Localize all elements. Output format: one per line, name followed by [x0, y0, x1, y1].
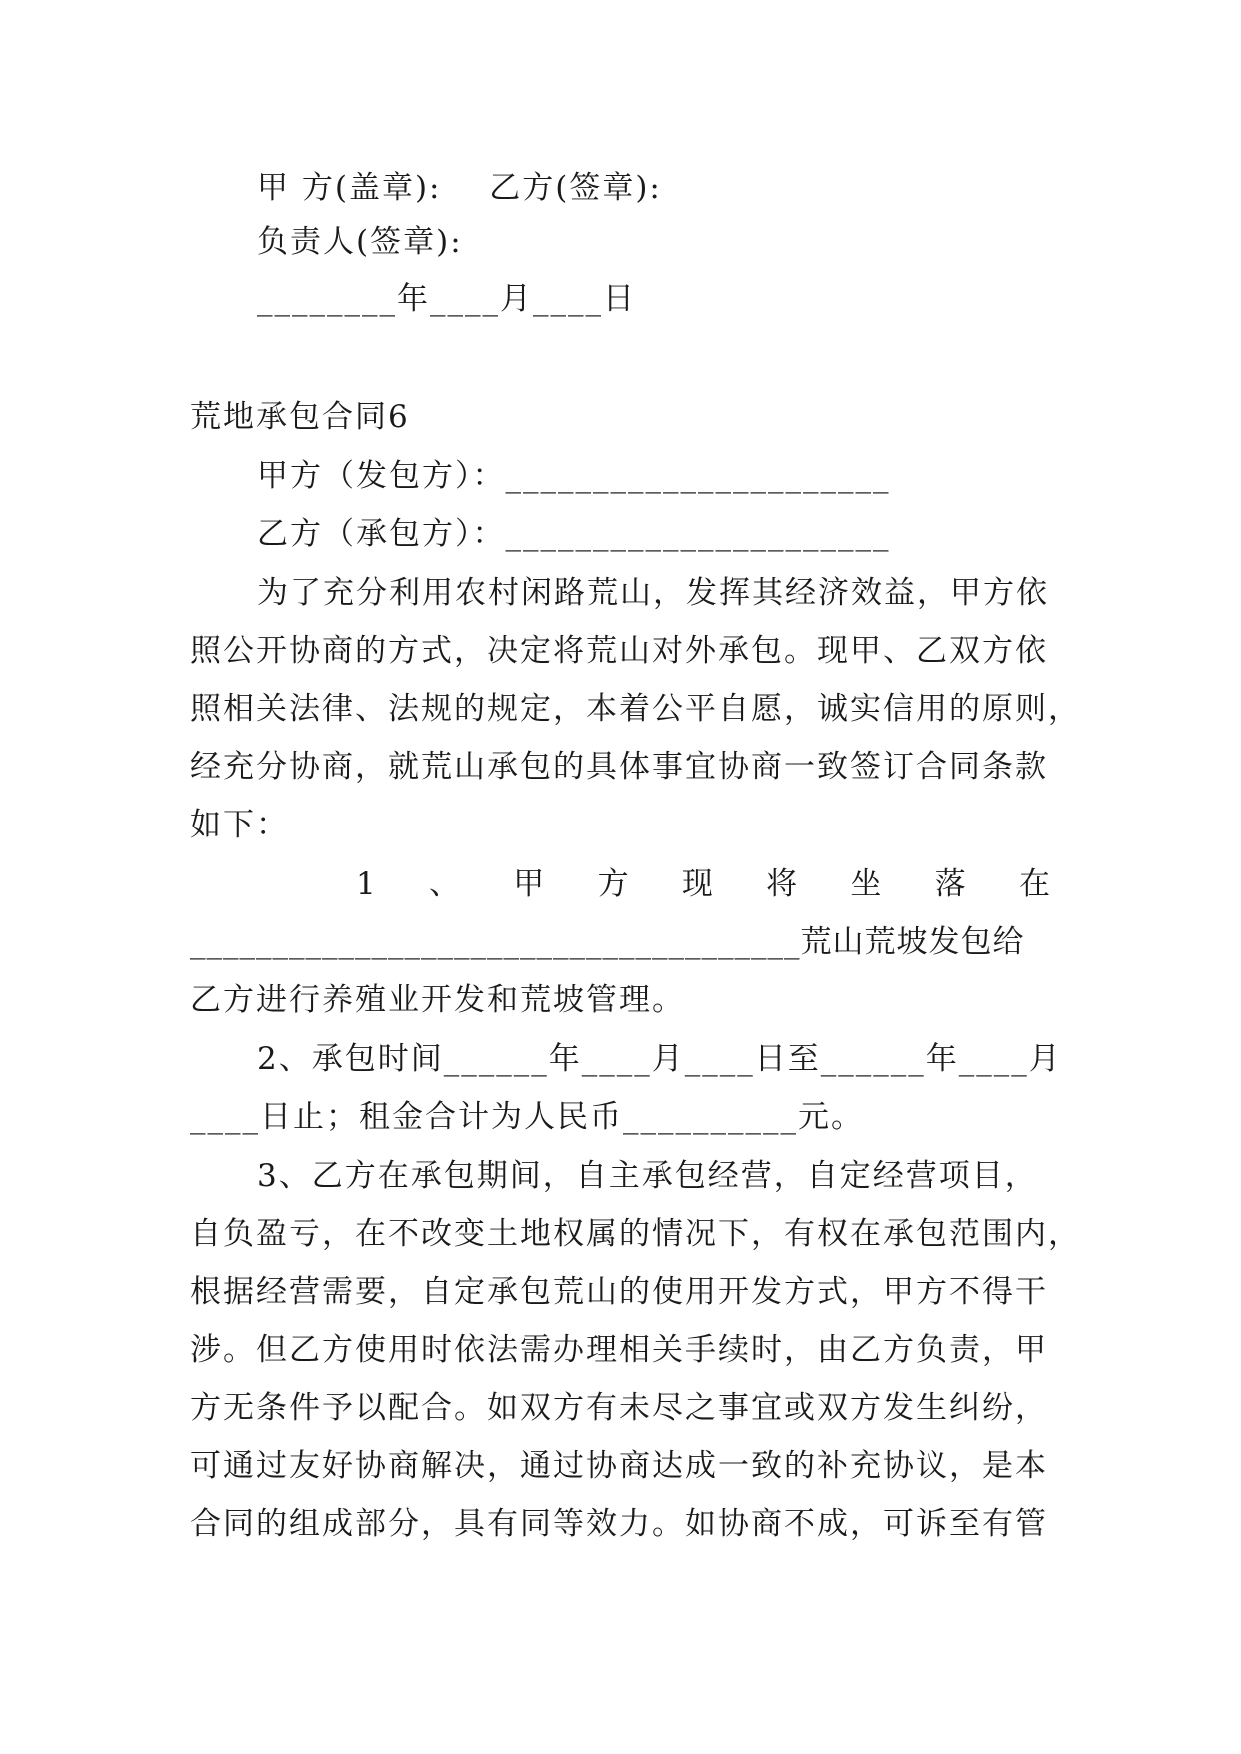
clause-3-line: 根据经营需要，自定承包荒山的使用开发方式，甲方不得干 [190, 1274, 1048, 1310]
party-b-line: 乙方（承包方）：______________________ [257, 516, 891, 552]
party-a-seal: 甲 方(盖章): [257, 170, 442, 206]
signature-line [257, 168, 1052, 208]
clause-char: 在 [1018, 866, 1052, 902]
clause-char: 坐 [850, 866, 884, 902]
clause-2-line-2: ____日止；租金合计为人民币__________元。 [190, 1099, 864, 1135]
clause-char: 现 [681, 866, 715, 902]
clause-3-line: 可通过友好协商解决，通过协商达成一致的补充协议，是本 [190, 1448, 1048, 1484]
clause-3-line: 3、乙方在承包期间，自主承包经营，自定经营项目， [257, 1158, 1038, 1194]
clause-char: 落 [934, 866, 968, 902]
clause-3-line: 合同的组成部分，具有同等效力。如协商不成，可诉至有管 [190, 1506, 1048, 1542]
section-title: 荒地承包合同6 [190, 399, 410, 435]
clause-3-line: 涉。但乙方使用时依法需办理相关手续时，由乙方负责，甲 [190, 1332, 1048, 1368]
party-a-line: 甲方（发包方）：______________________ [257, 458, 891, 494]
responsible-sign: 负责人(签章): [257, 224, 463, 260]
clause-1-line-3: 乙方进行养殖业开发和荒坡管理。 [190, 982, 685, 1018]
paragraph-line: 经充分协商，就荒山承包的具体事宜协商一致签订合同条款 [190, 749, 1048, 785]
clause-char: 将 [766, 866, 800, 902]
paragraph-line: 照公开协商的方式，决定将荒山对外承包。现甲、乙双方依 [190, 633, 1048, 669]
signature-date: ________年____月____日 [257, 281, 636, 317]
clause-char: 方 [597, 866, 631, 902]
party-b-sign: 乙方(签章): [489, 170, 662, 206]
paragraph-line: 照相关法律、法规的规定，本着公平自愿，诚实信用的原则， [190, 691, 1081, 727]
clause-2-line-1: 2、承包时间______年____月____日至______年____月 [257, 1041, 1062, 1077]
clause-char: 、 [429, 866, 463, 902]
clause-char: 甲 [513, 866, 547, 902]
clause-3-line: 方无条件予以配合。如双方有未尽之事宜或双方发生纠纷， [190, 1390, 1048, 1426]
paragraph-line: 如下： [190, 807, 289, 843]
clause-1-line-2: _____________________________________荒山荒坡发包给 [190, 924, 1025, 960]
clause-1-line-1 [356, 864, 1052, 904]
clause-char: 1 [356, 866, 378, 902]
clause-3-line: 自负盈亏，在不改变土地权属的情况下，有权在承包范围内， [190, 1216, 1081, 1252]
paragraph-line: 为了充分利用农村闲路荒山，发挥其经济效益，甲方依 [257, 575, 1049, 611]
